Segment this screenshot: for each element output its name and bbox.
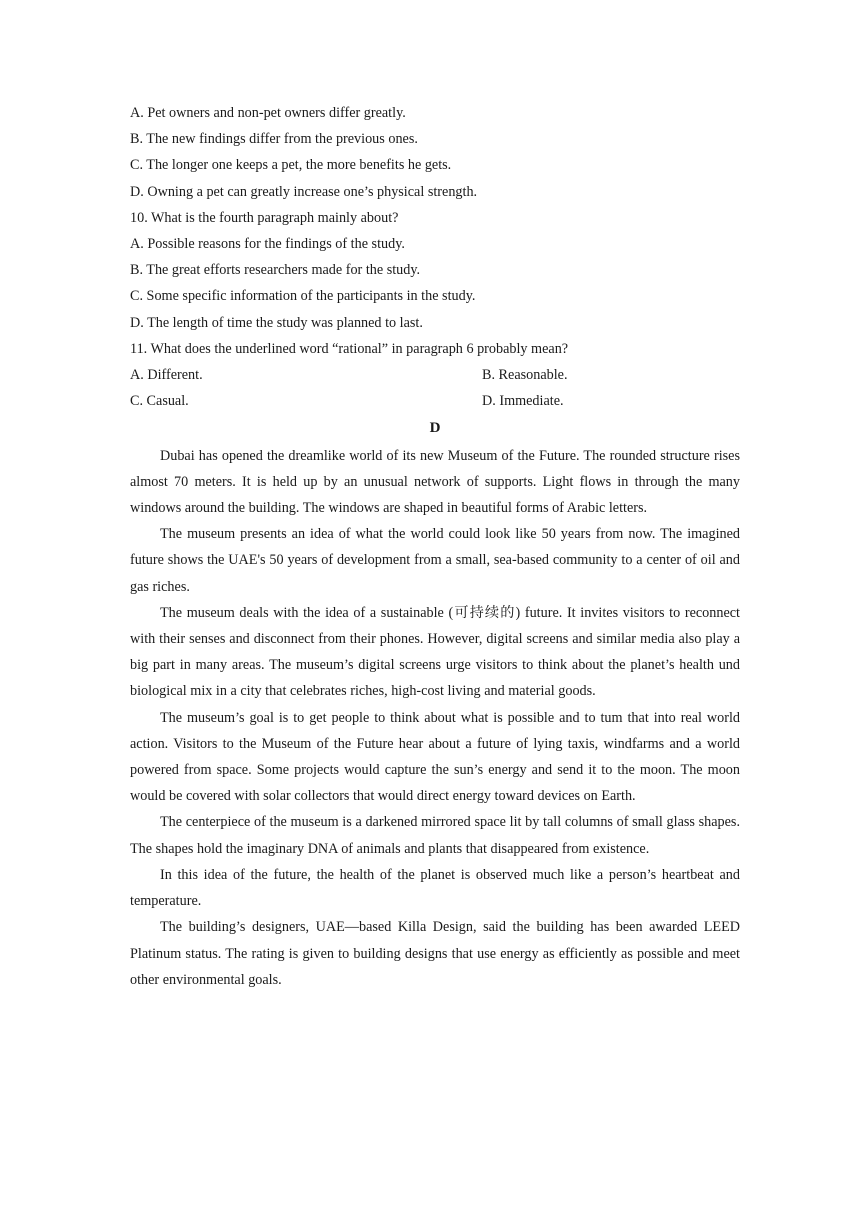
question-11 xyxy=(130,336,740,415)
q11-options-row-2 xyxy=(130,388,740,414)
question-9-options xyxy=(130,100,740,205)
passage-paragraph-3: The museum deals with the idea of a sustainable (可持续的) future. It invites visitors to reconnect with their senses and disconnect from their phones. However, digital screens and similar media also play a big part in many areas. The museum’s digital screens urge visitors to think about the planet’s health und biological mix in a city that celebrates riches, high-cost living and material goods. xyxy=(130,604,740,700)
exam-page xyxy=(130,100,740,993)
section-d-passage xyxy=(130,443,740,993)
q11-option-c: C. Casual. xyxy=(130,393,189,410)
q9-option-d: D. Owning a pet can greatly increase one’s physical strength. xyxy=(130,183,478,200)
q11-option-b: B. Reasonable. xyxy=(482,367,568,384)
passage-paragraph-1: Dubai has opened the dreamlike world of its new Museum of the Future. The rounded structure rises almost 70 meters. It is held up by an unusual network of supports. Light flows in through the many windows around the building. The windows are shaped in beautiful forms of Arabic letters. xyxy=(130,447,740,517)
passage-paragraph-5: The centerpiece of the museum is a darkened mirrored space lit by tall columns of small glass shapes. The shapes hold the imaginary DNA of animals and plants that disappeared from existence. xyxy=(130,814,740,857)
q11-options-row-1 xyxy=(130,362,740,388)
q10-option-d: D. The length of time the study was planned to last. xyxy=(130,314,423,331)
q9-option-c: C. The longer one keeps a pet, the more benefits he gets. xyxy=(130,157,452,174)
q9-option-b: B. The new findings differ from the previous ones. xyxy=(130,131,418,148)
question-10 xyxy=(130,205,740,336)
q10-option-c: C. Some specific information of the participants in the study. xyxy=(130,288,476,305)
q11-option-d: D. Immediate. xyxy=(482,393,564,410)
q10-stem: 10. What is the fourth paragraph mainly about? xyxy=(130,209,399,226)
q11-stem: 11. What does the underlined word “rational” in paragraph 6 probably mean? xyxy=(130,340,569,357)
q10-option-b: B. The great efforts researchers made for the study. xyxy=(130,262,421,279)
passage-paragraph-6: In this idea of the future, the health of the planet is observed much like a person’s heartbeat and temperature. xyxy=(130,866,740,910)
passage-paragraph-2: The museum presents an idea of what the world could look like 50 years from now. The imagined future shows the UAE's 50 years of development from a small, sea-based community to a center of oil and gas riches. xyxy=(130,526,740,595)
passage-paragraph-7: The building’s designers, UAE—based Killa Design, said the building has been awarded LEED Platinum status. The rating is given to building designs that use energy as efficiently as possible and meet other environmental goals. xyxy=(130,919,740,988)
q10-option-a: A. Possible reasons for the findings of the study. xyxy=(130,236,405,253)
passage-paragraph-4: The museum’s goal is to get people to think about what is possible and to tum that into real world action. Visitors to the Museum of the Future hear about a future of lying taxis, windfarms and a world powered from space. Some projects would capture the sun’s energy and send it to the moon. The moon would be covered with solar collectors that would direct energy toward devices on Earth. xyxy=(130,709,740,805)
section-d-heading: D xyxy=(429,420,441,437)
q11-option-a: A. Different. xyxy=(130,367,203,384)
q9-option-a: A. Pet owners and non-pet owners differ greatly. xyxy=(130,105,406,121)
